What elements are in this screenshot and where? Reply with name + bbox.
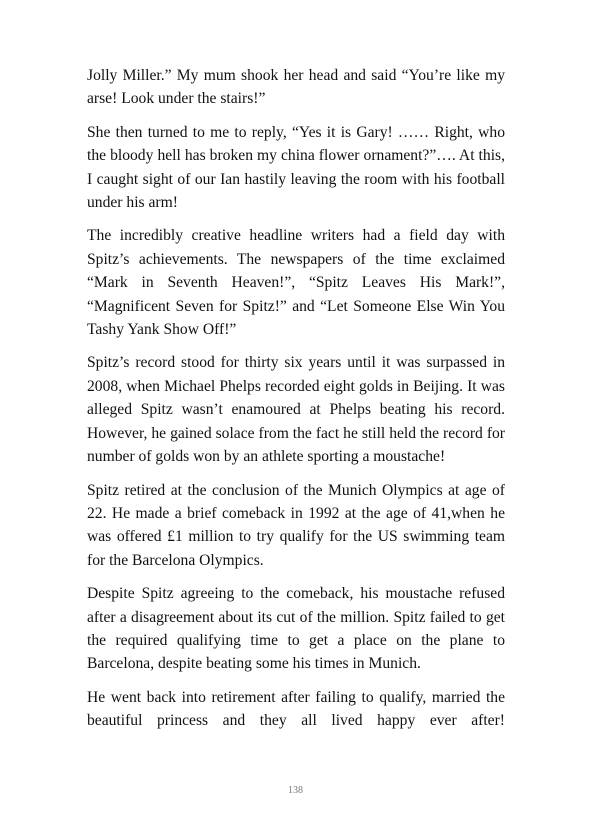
paragraph-2: She then turned to me to reply, “Yes it is Gary! …… Right, who the bloody hell has broken my china flower ornament?”…. At this, I caught sight of our Ian hastily leaving the room with his football under his arm!	[87, 123, 505, 212]
page-body-text	[87, 64, 505, 743]
paragraph-4: Spitz’s record stood for thirty six years until it was surpassed in 2008, when Michael Phelps recorded eight golds in Beijing. It was alleged Spitz wasn’t enamoured at Phelps beating his record. However, he gained solace from the fact he still held the record for number of golds won by an athlete sporting a moustache!	[87, 354, 505, 466]
page-number: 138	[288, 785, 303, 796]
paragraph-6: Despite Spitz agreeing to the comeback, his moustache refused after a disagreement about its cut of the million. Spitz failed to get the required qualifying time to get a place on the plane to Barcelona, despite beating some his times in Munich.	[87, 585, 505, 673]
paragraph-1: Jolly Miller.” My mum shook her head and said “You’re like my arse! Look under the stairs!”	[87, 67, 505, 108]
paragraph-5: Spitz retired at the conclusion of the Munich Olympics at age of 22. He made a brief comeback in 1992 at the age of 41,when he was offered £1 million to try qualify for the US swimming team for the Barcelona Olympics.	[87, 481, 505, 569]
paragraph-3: The incredibly creative headline writers had a field day with Spitz’s achievements. The newspapers of the time exclaimed “Mark in Seventh Heaven!”, “Spitz Leaves His Mark!”, “Magnificent Seven for Spitz!” and “Let Someone Else Win You Tashy Yank Show Off!”	[87, 227, 505, 339]
paragraph-7: He went back into retirement after failing to qualify, married the beautiful princess and they all lived happy ever after!	[87, 688, 505, 730]
